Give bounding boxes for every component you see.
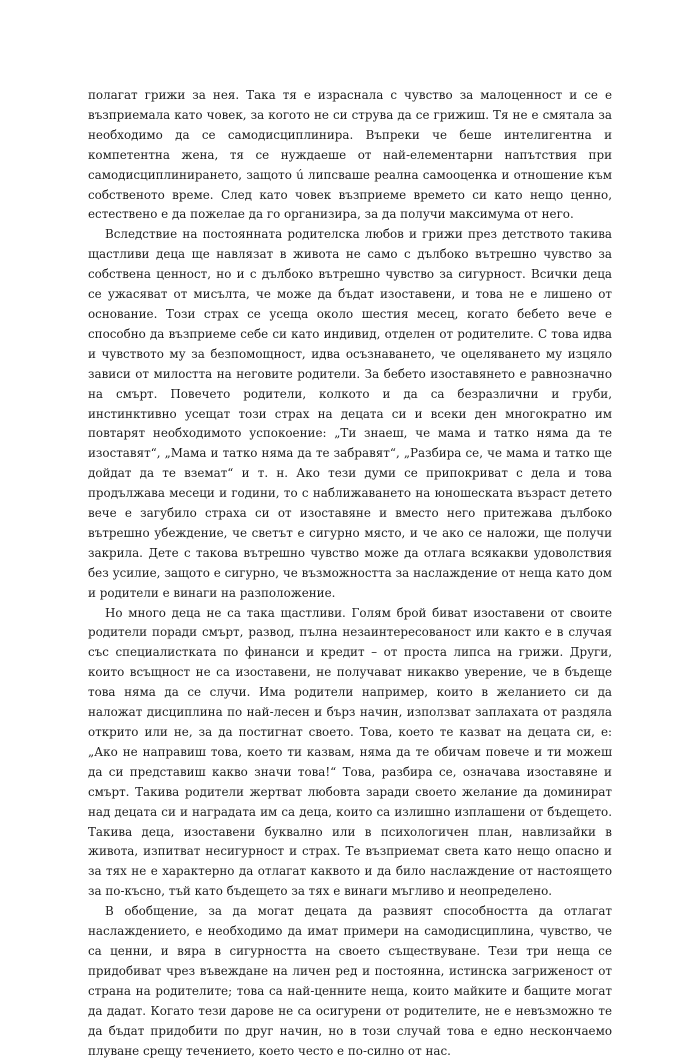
page-body	[88, 86, 612, 1061]
paragraph-4: В обобщение, за да могат децата да развият способността да отлагат наслаждението, е необходимо да имат примери на самодисциплина, чувство, че са ценни, и вяра в сигурността на своето съществуване. Тези три неща се придобиват чрез въвеждане на личен ред и постоянна, истинска загриженост от страна на родителите; това са най-ценните неща, които майките и бащите могат да дадат. Когато тези дарове не са осигурени от родителите, не е невъзможно те да бъдат придобити по друг начин, но в този случай това е едно нескончаемо плуване срещу течението, което често е по-силно от нас.	[88, 904, 612, 1058]
paragraph-3: Но много деца не са така щастливи. Голям брой биват изоставени от своите родители поради смърт, развод, пълна незаинтересованост или както е в случая със специалистката по финанси и кредит – от проста липса на грижи. Други, които всъщност не са изоставени, не получават никакво уверение, че в бъдеще това няма да се случи. Има родители например, които в желанието си да наложат дисциплина по най-лесен и бърз начин, използват заплахата от раздяла открито или не, за да постигнат своето. Това, което те казват на децата си, е: „Ако не направиш това, което ти казвам, няма да те обичам повече и ти можеш да си представиш какво значи това!“ Това, разбира се, означава изоставяне и смърт. Такива родители жертват любовта заради своето желание да доминират над децата си и наградата им са деца, които са излишно изплашени от бъдещето. Такива деца, изоставени буквално или в психологичен план, навлизайки в живота, изпитват несигурност и страх. Те възприемат света като нещо опасно и за тях не е характерно да отлагат каквото и да било наслаждение от настоящето за по-късно, тъй като бъдещето за тях е винаги мъгливо и неопределено.	[88, 605, 612, 899]
paragraph-1: полагат грижи за нея. Така тя е израснала с чувство за малоценност и се е възприемала като човек, за когото не си струва да се грижиш. Тя не е смятала за необходимо да се самодисциплинира. Въпреки че беше интелигентна и компетентна жена, тя се нуждаеше от най-елементарни напътствия при самодисциплинирането, защото ú липсваше реална самооценка и отношение към собственото време. След като човек възприеме времето си като нещо ценно, естествено е да пожелае да го организира, за да получи максимума от него.	[88, 88, 612, 222]
paragraph-2: Вследствие на постоянната родителска любов и грижи през детството такива щастливи деца ще навлязат в живота не само с дълбоко вътрешно чувство за собствена ценност, но и с дълбоко вътрешно чувство за сигурност. Всички деца се ужасяват от мисълта, че може да бъдат изоставени, и това не е лишено от основание. Този страх се усеща около шестия месец, когато бебето вече е способно да възприеме себе си като индивид, отделен от родителите. С това идва и чувството му за безпомощност, идва осъзнаването, че оцеляването му изцяло зависи от милостта на неговите родители. За бебето изоставянето е равнозначно на смърт. Повечето родители, колкото и да са безразлични и груби, инстинктивно усещат този страх на децата си и всеки ден многократно им повтарят необходимото успокоение: „Ти знаеш, че мама и татко няма да те изоставят“, „Мама и татко няма да те забравят“, „Разбира се, че мама и татко ще дойдат да те вземат“ и т. н. Ако тези думи се припокриват с дела и това продължава месеци и години, то с наближаването на юношеската възраст детето вече е загубило страха си от изоставяне и вместо него притежава дълбоко вътрешно убеждение, че светът е сигурно място, и че ако се наложи, ще получи закрила. Дете с такова вътрешно чувство може да отлага всякакви удоволствия без усилие, защото е сигурно, че възможността за наслаждение от неща като дом и родители е винаги на разположение.	[88, 227, 612, 600]
